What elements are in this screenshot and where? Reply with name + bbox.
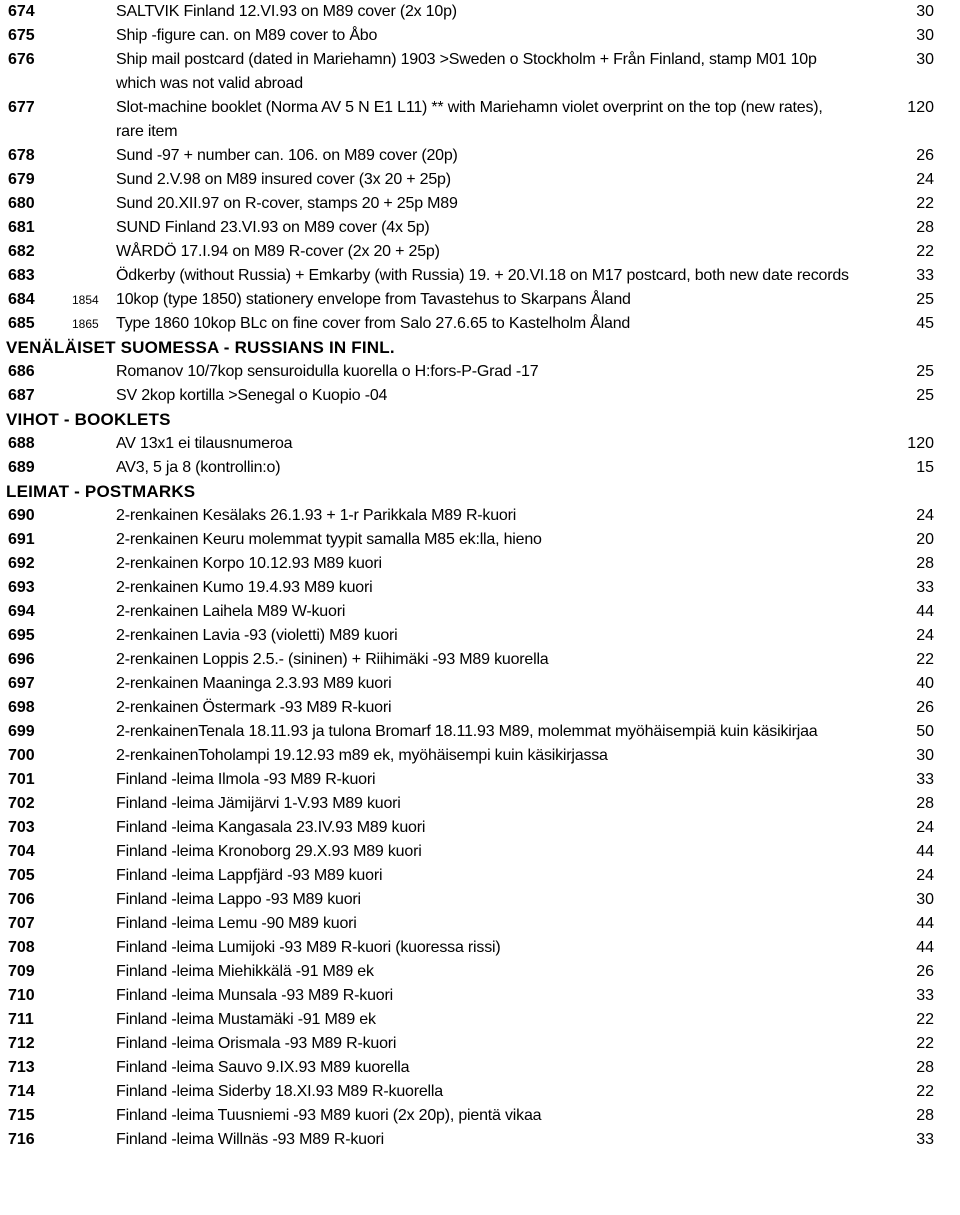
lot-description: 2-renkainen Korpo 10.12.93 M89 kuori [116,555,382,572]
lot-price: 26 [916,699,934,716]
lot-row [0,1008,960,1032]
lot-description: 2-renkainen Lavia -93 (violetti) M89 kuori [116,627,398,644]
lot-number: 712 [8,1035,35,1052]
lot-description: SV 2kop kortilla >Senegal o Kuopio -04 [116,387,388,404]
lot-row [0,960,960,984]
lot-description: Finland -leima Lemu -90 M89 kuori [116,915,357,932]
lot-description: 2-renkainen Maaninga 2.3.93 M89 kuori [116,675,392,692]
lot-price: 33 [916,1131,934,1148]
lot-price: 30 [916,51,934,68]
lot-description: Finland -leima Miehikkälä -91 M89 ek [116,963,374,980]
lot-number: 714 [8,1083,35,1100]
lot-price: 40 [916,675,934,692]
lot-price: 26 [916,147,934,164]
lot-row [0,720,960,744]
lot-price: 50 [916,723,934,740]
lot-row [0,1104,960,1128]
lot-description: Finland -leima Kangasala 23.IV.93 M89 kuori [116,819,426,836]
lot-number: 692 [8,555,35,572]
lot-description: 2-renkainenTenala 18.11.93 ja tulona Bromarf 18.11.93 M89, molemmat myöhäisempiä kuin käsikirjaa [116,723,818,740]
lot-description: Sund 2.V.98 on M89 insured cover (3x 20 + 25p) [116,171,451,188]
lot-price: 30 [916,3,934,20]
lot-description: Finland -leima Tuusniemi -93 M89 kuori (2x 20p), pientä vikaa [116,1107,542,1124]
lot-row [0,600,960,624]
lot-price: 44 [916,843,934,860]
lot-description: 10kop (type 1850) stationery envelope from Tavastehus to Skarpans Åland [116,291,631,308]
lot-price: 44 [916,915,934,932]
lot-number: 705 [8,867,35,884]
lot-description: AV 13x1 ei tilausnumeroa [116,435,293,452]
lot-price: 30 [916,747,934,764]
lot-row [0,48,960,96]
lot-row [0,792,960,816]
lot-row [0,192,960,216]
lot-description: Ödkerby (without Russia) + Emkarby (with Russia) 19. + 20.VI.18 on M17 postcard, both new date records [116,267,849,284]
lot-number: 696 [8,651,35,668]
lot-row [0,888,960,912]
lot-description: Finland -leima Ilmola -93 M89 R-kuori [116,771,376,788]
lot-number: 689 [8,459,35,476]
lot-number: 694 [8,603,35,620]
lot-description: SALTVIK Finland 12.VI.93 on M89 cover (2x 10p) [116,3,457,20]
lot-description: 2-renkainen Kumo 19.4.93 M89 kuori [116,579,373,596]
lot-price: 33 [916,579,934,596]
lot-number: 697 [8,675,35,692]
lot-number: 700 [8,747,35,764]
lot-row [0,384,960,408]
lot-number: 709 [8,963,35,980]
lot-price: 30 [916,891,934,908]
lot-description: Finland -leima Munsala -93 M89 R-kuori [116,987,393,1004]
lot-description: 2-renkainen Loppis 2.5.- (sininen) + Riihimäki -93 M89 kuorella [116,651,549,668]
lot-price: 28 [916,219,934,236]
lot-description: Finland -leima Willnäs -93 M89 R-kuori [116,1131,385,1148]
lot-row [0,456,960,480]
lot-row [0,672,960,696]
lot-row [0,240,960,264]
lot-number: 678 [8,147,35,164]
lot-number: 685 [8,315,35,332]
lot-price: 24 [916,171,934,188]
lot-row [0,624,960,648]
lot-description: Ship mail postcard (dated in Mariehamn) 1903 >Sweden o Stockholm + Från Finland, stamp M01 10p which was not valid abroad [116,51,817,92]
lot-number: 702 [8,795,35,812]
lot-number: 691 [8,531,35,548]
lot-number: 686 [8,363,35,380]
lot-description: Romanov 10/7kop sensuroidulla kuorella o H:fors-P-Grad -17 [116,363,539,380]
section-heading-postmarks: LEIMAT - POSTMARKS [6,482,196,501]
lot-price: 120 [907,99,934,116]
lot-description: WÅRDÖ 17.I.94 on M89 R-cover (2x 20 + 25p) [116,243,440,260]
lot-number: 682 [8,243,35,260]
lot-number: 704 [8,843,35,860]
lot-price: 33 [916,771,934,788]
lot-description: Sund 20.XII.97 on R-cover, stamps 20 + 25p M89 [116,195,458,212]
lot-price: 24 [916,627,934,644]
lot-row [0,648,960,672]
lot-price: 28 [916,555,934,572]
lot-price: 45 [916,315,934,332]
lot-description: 2-renkainenToholampi 19.12.93 m89 ek, myöhäisempi kuin käsikirjassa [116,747,608,764]
lot-description: AV3, 5 ja 8 (kontrollin:o) [116,459,281,476]
lot-price: 120 [907,435,934,452]
lot-row [0,1056,960,1080]
lot-description: Finland -leima Lappo -93 M89 kuori [116,891,361,908]
section-heading-booklets: VIHOT - BOOKLETS [6,410,171,429]
lot-description: Finland -leima Siderby 18.XI.93 M89 R-kuorella [116,1083,443,1100]
lot-number: 713 [8,1059,35,1076]
lot-row [0,984,960,1008]
lot-number: 679 [8,171,35,188]
lot-price: 22 [916,195,934,212]
lot-row [0,144,960,168]
lot-price: 22 [916,1035,934,1052]
lot-number: 698 [8,699,35,716]
lot-description: Sund -97 + number can. 106. on M89 cover (20p) [116,147,458,164]
lot-number: 707 [8,915,35,932]
lot-description: Finland -leima Jämijärvi 1-V.93 M89 kuori [116,795,401,812]
lot-number: 699 [8,723,35,740]
lot-price: 26 [916,963,934,980]
lot-price: 24 [916,507,934,524]
lot-row [0,552,960,576]
lot-price: 15 [916,459,934,476]
lot-number: 706 [8,891,35,908]
lot-row [0,528,960,552]
section-heading-russians: VENÄLÄISET SUOMESSA - RUSSIANS IN FINL. [6,338,395,357]
lot-row [0,840,960,864]
lot-price: 22 [916,243,934,260]
lot-row [0,696,960,720]
lot-row [0,1032,960,1056]
lot-price: 28 [916,795,934,812]
lot-description: SUND Finland 23.VI.93 on M89 cover (4x 5p) [116,219,430,236]
lot-number: 677 [8,99,35,116]
lot-row [0,912,960,936]
lot-number: 681 [8,219,35,236]
lot-description: 2-renkainen Laihela M89 W-kuori [116,603,346,620]
lot-description: Ship -figure can. on M89 cover to Åbo [116,27,378,44]
lot-description: Type 1860 10kop BLc on fine cover from Salo 27.6.65 to Kastelholm Åland [116,315,631,332]
lot-number: 680 [8,195,35,212]
lot-price: 24 [916,867,934,884]
lot-description: Finland -leima Mustamäki -91 M89 ek [116,1011,376,1028]
lot-price: 44 [916,603,934,620]
lot-row [0,936,960,960]
lot-row [0,216,960,240]
lot-year: 1865 [72,317,99,331]
lot-price: 22 [916,1011,934,1028]
lot-row [0,816,960,840]
lot-row [0,264,960,288]
lot-number: 675 [8,27,35,44]
lot-row [0,0,960,24]
lot-price: 25 [916,363,934,380]
lot-row [0,288,960,312]
lot-number: 715 [8,1107,35,1124]
lot-year: 1854 [72,293,99,307]
lot-number: 695 [8,627,35,644]
lot-description: Finland -leima Orismala -93 M89 R-kuori [116,1035,397,1052]
lot-description: 2-renkainen Kesälaks 26.1.93 + 1-r Parikkala M89 R-kuori [116,507,517,524]
lot-price: 22 [916,1083,934,1100]
lot-number: 674 [8,3,35,20]
lot-description: 2-renkainen Östermark -93 M89 R-kuori [116,699,392,716]
lot-row [0,864,960,888]
lot-price: 33 [916,267,934,284]
lot-price: 28 [916,1107,934,1124]
lot-price: 28 [916,1059,934,1076]
lot-row [0,1080,960,1104]
lot-price: 33 [916,987,934,1004]
lot-row [0,1128,960,1152]
postmarks-list [0,504,960,1152]
lot-row [0,24,960,48]
lot-number: 710 [8,987,35,1004]
lot-row [0,576,960,600]
lot-number: 690 [8,507,35,524]
lot-number: 676 [8,51,35,68]
lot-row [0,312,960,336]
lot-row [0,96,960,144]
lot-description: Finland -leima Lappfjärd -93 M89 kuori [116,867,383,884]
lot-description: Finland -leima Lumijoki -93 M89 R-kuori (kuoressa rissi) [116,939,501,956]
lot-number: 683 [8,267,35,284]
lot-price: 24 [916,819,934,836]
lot-number: 711 [8,1011,34,1028]
lot-row [0,360,960,384]
lot-price: 25 [916,291,934,308]
lot-number: 703 [8,819,35,836]
lot-number: 716 [8,1131,35,1148]
lot-row [0,504,960,528]
lot-row [0,768,960,792]
lot-row [0,168,960,192]
lot-price: 22 [916,651,934,668]
lot-number: 693 [8,579,35,596]
lot-number: 687 [8,387,35,404]
lot-row [0,432,960,456]
lot-price: 25 [916,387,934,404]
lot-description: Slot-machine booklet (Norma AV 5 N E1 L11) ** with Mariehamn violet overprint on the top (new rates), rare item [116,99,823,140]
lot-description: 2-renkainen Keuru molemmat tyypit samalla M85 ek:lla, hieno [116,531,542,548]
lot-number: 701 [8,771,35,788]
lot-row [0,744,960,768]
lot-price: 30 [916,27,934,44]
lot-price: 44 [916,939,934,956]
lot-price: 20 [916,531,934,548]
lot-number: 684 [8,291,35,308]
lot-description: Finland -leima Kronoborg 29.X.93 M89 kuori [116,843,422,860]
lot-number: 708 [8,939,35,956]
lot-description: Finland -leima Sauvo 9.IX.93 M89 kuorella [116,1059,410,1076]
lot-number: 688 [8,435,35,452]
